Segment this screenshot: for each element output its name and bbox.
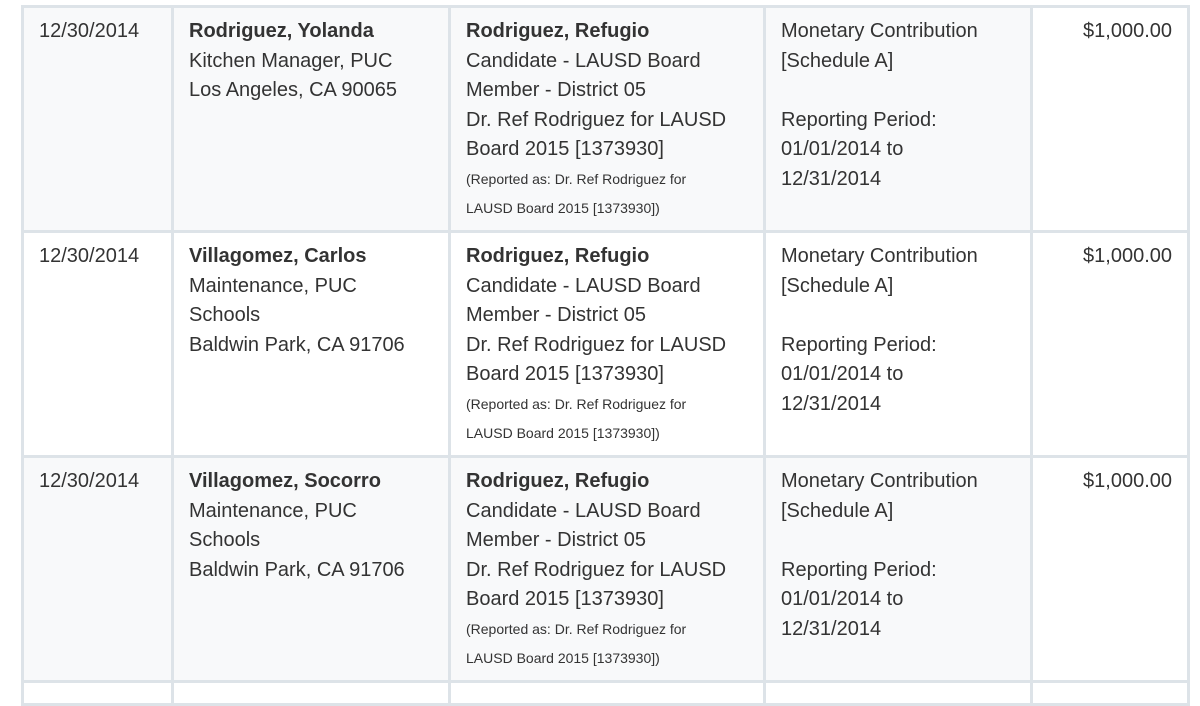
recipient-committee: Board 2015 [1373930] [466, 138, 664, 161]
reporting-period-end: 12/31/2014 [781, 167, 882, 190]
reported-as-note: (Reported as: Dr. Ref Rodriguez for [466, 170, 687, 187]
table-row [23, 7, 1189, 232]
contributions-table-container [21, 5, 1187, 706]
contribution-date: 12/30/2014 [39, 244, 140, 267]
reporting-period-end: 12/31/2014 [781, 617, 882, 640]
contributor-location: Baldwin Park, CA 91706 [189, 333, 405, 356]
recipient-cell [450, 231, 765, 456]
reporting-period-start: 01/01/2014 to [781, 138, 904, 161]
contributor-name: Villagomez, Carlos [189, 244, 367, 267]
table-row [23, 681, 1189, 704]
type-cell [765, 681, 1032, 704]
contribution-amount: $1,000.00 [1083, 244, 1172, 267]
type-cell [765, 7, 1032, 232]
reported-as-note: (Reported as: Dr. Ref Rodriguez for [466, 620, 687, 637]
contributor-cell [173, 231, 450, 456]
contributor-cell [173, 456, 450, 681]
table-row [23, 456, 1189, 681]
recipient-committee: Dr. Ref Rodriguez for LAUSD [466, 333, 727, 356]
contributor-name: Rodriguez, Yolanda [189, 20, 374, 42]
amount-cell [1032, 456, 1189, 681]
amount-cell [1032, 681, 1189, 704]
reporting-period-label: Reporting Period: [781, 558, 937, 581]
recipient-committee: Dr. Ref Rodriguez for LAUSD [466, 558, 727, 581]
contributor-occupation: Kitchen Manager, PUC [189, 49, 393, 72]
recipient-role: Member - District 05 [466, 304, 647, 327]
date-cell [23, 456, 173, 681]
date-cell [23, 231, 173, 456]
date-cell [23, 681, 173, 704]
contributor-cell [173, 7, 450, 232]
contributor-occupation: Schools [189, 304, 261, 327]
contribution-amount: $1,000.00 [1083, 469, 1172, 492]
recipient-committee: Board 2015 [1373930] [466, 363, 664, 386]
recipient-role: Candidate - LAUSD Board [466, 274, 701, 297]
recipient-role: Candidate - LAUSD Board [466, 499, 701, 522]
contributor-occupation: Maintenance, PUC [189, 499, 357, 522]
reported-as-note: LAUSD Board 2015 [1373930]) [466, 649, 660, 666]
reporting-period-start: 01/01/2014 to [781, 363, 904, 386]
reported-as-note: (Reported as: Dr. Ref Rodriguez for [466, 395, 687, 412]
reported-as-note: LAUSD Board 2015 [1373930]) [466, 424, 660, 441]
contribution-type: Monetary Contribution [781, 20, 978, 42]
recipient-name: Rodriguez, Refugio [466, 20, 650, 42]
recipient-cell [450, 456, 765, 681]
contribution-type: Monetary Contribution [781, 469, 978, 492]
recipient-role: Member - District 05 [466, 529, 647, 552]
contributor-location: Los Angeles, CA 90065 [189, 79, 397, 102]
recipient-role: Member - District 05 [466, 79, 647, 102]
contributor-name: Villagomez, Socorro [189, 469, 381, 492]
recipient-role: Candidate - LAUSD Board [466, 49, 701, 72]
amount-cell [1032, 231, 1189, 456]
contributor-cell [173, 681, 450, 704]
contribution-schedule: [Schedule A] [781, 274, 894, 297]
reporting-period-end: 12/31/2014 [781, 392, 882, 415]
reported-as-note: LAUSD Board 2015 [1373930]) [466, 199, 660, 216]
amount-cell [1032, 7, 1189, 232]
reporting-period-label: Reporting Period: [781, 108, 937, 131]
contribution-schedule: [Schedule A] [781, 499, 894, 522]
contributions-table [21, 5, 1190, 706]
recipient-name: Rodriguez, Refugio [466, 244, 650, 267]
date-cell [23, 7, 173, 232]
contribution-schedule: [Schedule A] [781, 49, 894, 72]
contribution-type: Monetary Contribution [781, 244, 978, 267]
contributor-occupation: Maintenance, PUC [189, 274, 357, 297]
reporting-period-label: Reporting Period: [781, 333, 937, 356]
recipient-committee: Board 2015 [1373930] [466, 588, 664, 611]
contributor-occupation: Schools [189, 529, 261, 552]
contribution-date: 12/30/2014 [39, 469, 140, 492]
type-cell [765, 231, 1032, 456]
recipient-name: Rodriguez, Refugio [466, 469, 650, 492]
type-cell [765, 456, 1032, 681]
reporting-period-start: 01/01/2014 to [781, 588, 904, 611]
recipient-cell [450, 7, 765, 232]
contribution-date: 12/30/2014 [39, 20, 140, 42]
recipient-cell [450, 681, 765, 704]
recipient-committee: Dr. Ref Rodriguez for LAUSD [466, 108, 727, 131]
table-row [23, 231, 1189, 456]
contribution-amount: $1,000.00 [1083, 20, 1172, 42]
contributor-location: Baldwin Park, CA 91706 [189, 558, 405, 581]
